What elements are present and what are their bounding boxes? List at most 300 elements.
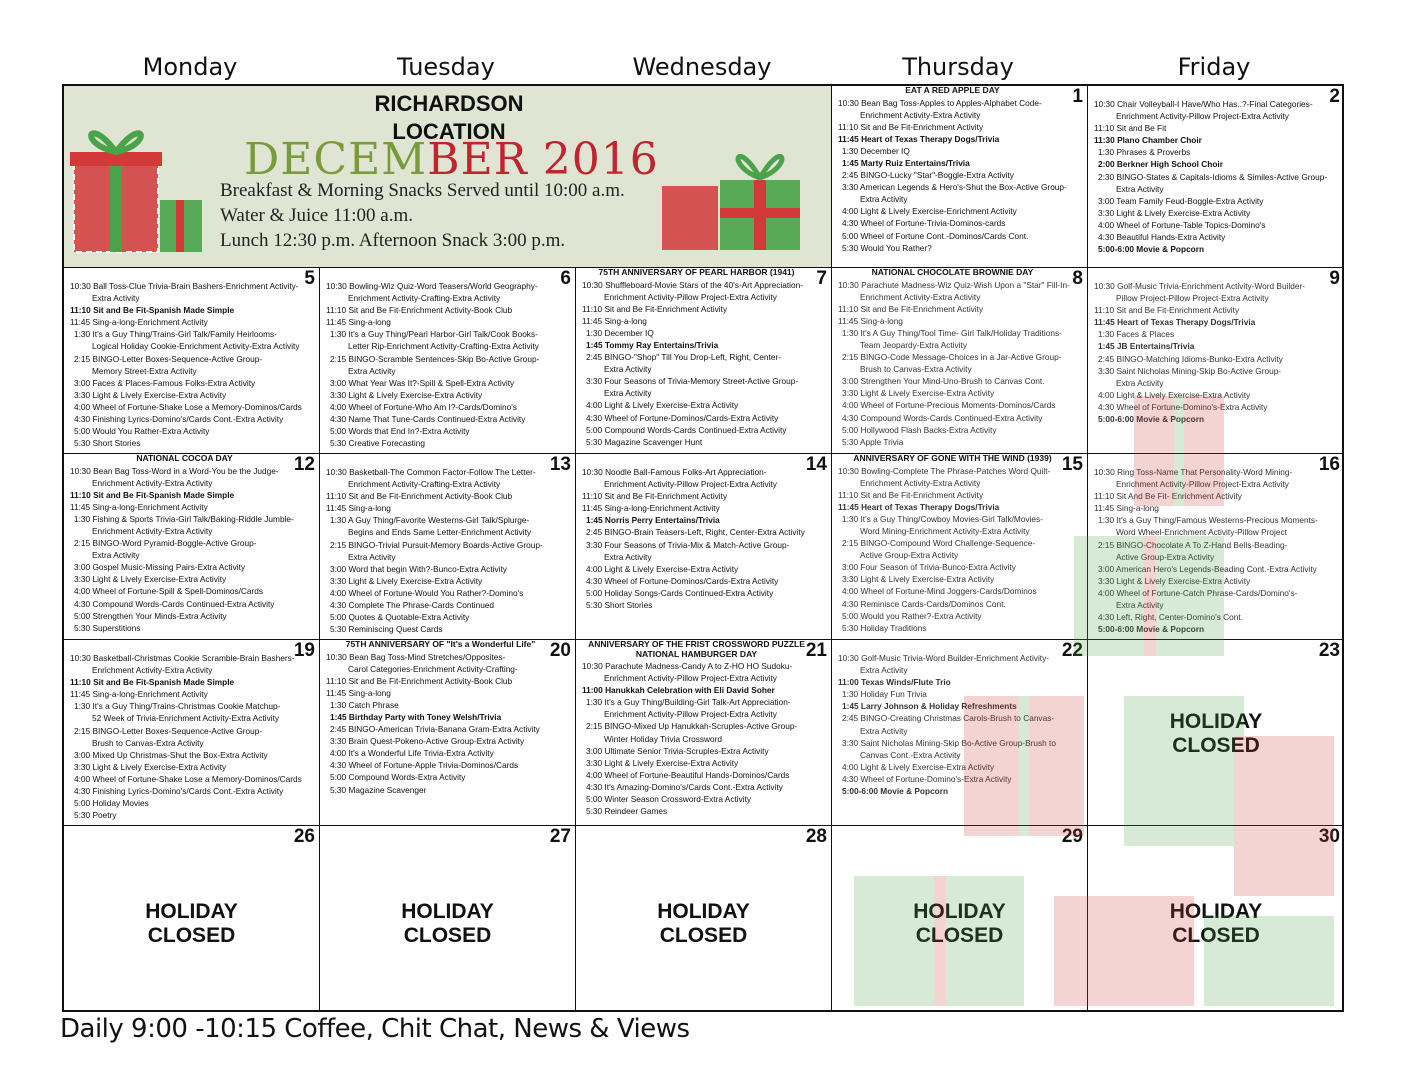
- activity-item: 1:45 Tommy Ray Entertains/Trivia: [586, 339, 719, 350]
- meal-schedule-lunch: Lunch 12:30 p.m. Afternoon Snack 3:00 p.m.: [220, 230, 566, 251]
- day-cell-22: [832, 640, 1088, 826]
- activity-item: 4:00 Light & Lively Exercise-Extra Activity: [586, 563, 739, 574]
- day-cell-21: [576, 640, 832, 826]
- day-title: 75TH ANNIVERSARY OF PEARL HARBOR (1941): [598, 268, 795, 277]
- activity-item: Carol Categories-Enrichment Activity-Crafting-: [348, 663, 518, 674]
- activity-item: 5:00 Would you Rather?-Extra Activity: [842, 610, 982, 621]
- gift-box-right-icon: [656, 116, 828, 266]
- activity-item: 11:10 Sit and Be Fit-Spanish Made Simple: [70, 677, 235, 688]
- activity-item: 10:30 Parachute Madness-Candy A to Z-HO HO Sudoku-: [582, 661, 793, 671]
- activity-item: Enrichment Activity-Pillow Project-Extra Activity: [604, 709, 777, 720]
- activity-item: 10:30 Noodle Ball-Famous Folks-Art Appreciation-: [582, 467, 767, 477]
- day-cell-9: [1088, 268, 1344, 454]
- activity-item: 3:30 Light & Lively Exercise-Extra Activity: [586, 757, 739, 768]
- day-cell-8: [832, 268, 1088, 454]
- activity-item: 3:00 Four Season of Trivia-Bunco-Extra Activity: [842, 562, 1016, 573]
- activity-item: 5:00-6:00 Movie & Popcorn: [1098, 244, 1205, 255]
- day-cell-28: [576, 826, 832, 1012]
- activity-item: 2:15 BINGO-Mixed Up Hanukkah-Scruples-Active Group-: [586, 721, 798, 732]
- activity-item: 1:30 Catch Phrase: [330, 699, 399, 710]
- activity-item: Begins and Ends Same Letter-Enrichment Activity: [348, 527, 532, 538]
- activity-item: Enrichment Activity-Pillow Project-Extra Activity: [604, 479, 777, 490]
- holiday-closed-label: HOLIDAY CLOSED: [1169, 710, 1263, 757]
- activity-item: 11:30 Plano Chamber Choir: [1094, 135, 1202, 146]
- activity-item: 4:30 Left, Right, Center-Domino's Cont.: [1098, 612, 1244, 623]
- activity-list: [576, 454, 831, 611]
- day-title: ANNIVERSARY OF THE FRIST CROSSWORD PUZZLE: [588, 640, 805, 649]
- activity-list: [832, 640, 1087, 797]
- activity-item: 1:45 Birthday Party with Toney Welsh/Trivia: [330, 711, 502, 722]
- date-number: 30: [1318, 826, 1340, 847]
- activity-item: 4:00 Wheel of Fortune-Shake Lose a Memory-Dominos/Cards: [74, 401, 302, 412]
- activity-item: 11:45 Heart of Texas Therapy Dogs/Trivia: [838, 133, 1000, 144]
- date-number: 9: [1329, 268, 1340, 289]
- activity-item: 10:30 Bowling-Complete The Phrase-Patches Word Quilt-: [838, 465, 1051, 476]
- activity-item: Active Group-Extra Activity: [1116, 551, 1215, 562]
- activity-item: 4:00 Wheel of Fortune-Who Am I?-Cards/Domino's: [330, 401, 517, 412]
- day-cell-15: [832, 454, 1088, 640]
- date-number: 27: [549, 826, 571, 847]
- activity-item: 1:45 Larry Johnson & Holiday Refreshments: [842, 701, 1017, 712]
- activity-item: 11:45 Sing-a-long: [326, 317, 391, 328]
- day-header-thursday: Thursday: [902, 53, 1014, 81]
- activity-item: 10:30 Parachute Madness-Wiz Quiz-Wish Upon a "Star" Fill-In-: [838, 279, 1070, 290]
- date-number: 29: [1061, 826, 1083, 847]
- date-number: 6: [560, 268, 571, 289]
- activity-item: 2:30 BINGO-States & Capitals-Idioms & Similes-Active Group-: [1098, 171, 1328, 182]
- activity-item: Extra Activity: [92, 293, 140, 304]
- activity-list: [1088, 86, 1344, 255]
- activity-item: 3:30 Four Seasons of Trivia-Memory Street-Active Group-: [586, 376, 799, 387]
- date-number: 5: [304, 268, 315, 289]
- day-subtitle: NATIONAL HAMBURGER DAY: [635, 648, 758, 659]
- activity-list: [64, 268, 319, 449]
- day-header-monday: Monday: [142, 53, 238, 81]
- activity-item: Letter Rip-Enrichment Activity-Crafting-Extra Activity: [348, 341, 539, 352]
- day-cell-26: [64, 826, 320, 1012]
- activity-item: 11:45 Heart of Texas Therapy Dogs/Trivia: [838, 501, 1000, 512]
- month-title: DECEMBER 2016: [244, 134, 659, 185]
- day-cell-1: [832, 86, 1088, 268]
- activity-item: 1:30 December IQ: [842, 145, 910, 156]
- activity-item: 5:00 Holiday Movies: [74, 798, 149, 809]
- activity-item: 5:00 Quotes & Quotable-Extra Activity: [330, 612, 470, 623]
- activity-item: Enrichment Activity-Pillow Project-Extra Activity: [1116, 479, 1289, 490]
- activity-list: [576, 659, 831, 817]
- day-cell-5: [64, 268, 320, 454]
- day-cell-6: [320, 268, 576, 454]
- activity-item: 10:30 Bean Bag Toss-Apples to Apples-Alphabet Code-: [838, 97, 1042, 108]
- activity-item: Extra Activity: [860, 665, 908, 676]
- activity-item: Extra Activity: [348, 365, 396, 376]
- activity-item: 5:30 Reindeer Games: [586, 806, 668, 817]
- calendar-grid: [62, 84, 1344, 1012]
- activity-item: 5:00 Would You Rather-Extra Activity: [74, 426, 210, 437]
- activity-item: 11:10 Sit and Be Fit-Enrichment Activity: [838, 303, 984, 314]
- activity-item: 3:30 Light & Lively Exercise-Extra Activity: [1098, 575, 1251, 586]
- activity-item: Extra Activity: [604, 364, 652, 375]
- activity-item: 5:30 Holiday Traditions: [842, 622, 927, 633]
- date-number: 22: [1061, 640, 1083, 661]
- activity-item: Extra Activity: [1116, 377, 1164, 388]
- activity-item: Enrichment Activity-Pillow Project-Extra Activity: [604, 291, 777, 302]
- activity-item: 4:00 Wheel of Fortune-Catch Phrase-Cards/Domino's-: [1098, 587, 1298, 598]
- activity-item: 1:30 Phrases & Proverbs: [1098, 147, 1191, 158]
- activity-item: Enrichment Activity-Extra Activity: [92, 525, 213, 536]
- activity-item: 4:30 Finishing Lyrics-Domino's/Cards Cont.-Extra Activity: [74, 786, 284, 797]
- activity-item: 3:30 Light & Lively Exercise-Extra Activity: [330, 389, 483, 400]
- activity-item: 11:10 Sit and Be Fit-Enrichment Activity: [582, 303, 728, 314]
- activity-item: 3:30 Four Seasons of Trivia-Mix & Match-Active Group-: [586, 539, 790, 550]
- activity-item: 4:00 It's a Wonderful Life Trivia-Extra Activity: [330, 748, 494, 759]
- activity-item: 3:00 American Hero's Legends-Beading Cont.-Extra Activity: [1098, 563, 1317, 574]
- activity-item: 5:00 Words that End In?-Extra Activity: [330, 426, 470, 437]
- activity-item: 1:30 A Guy Thing/Favorite Westerns-Girl Talk/Splurge-: [330, 515, 530, 526]
- activity-list: [320, 454, 575, 635]
- day-cell-20: [320, 640, 576, 826]
- activity-item: Active Group-Extra Activity: [860, 550, 959, 561]
- activity-item: 4:30 Wheel of Fortune-Domino's-Extra Activity: [1098, 401, 1268, 412]
- activity-item: Brush to Canvas-Extra Activity: [92, 737, 204, 748]
- holiday-closed-label: HOLIDAY CLOSED: [145, 900, 238, 947]
- activity-item: 3:00 Ultimate Senior Trivia-Scruples-Extra Activity: [586, 745, 769, 756]
- activity-item: 5:30 Short Stories: [74, 438, 141, 449]
- activity-item: 4:00 Light & Lively Exercise-Extra Activity: [586, 400, 739, 411]
- day-cell-13: [320, 454, 576, 640]
- activity-item: 2:45 BINGO-"Shop" Till You Drop-Left, Right, Center-: [586, 352, 781, 363]
- day-cell-27: [320, 826, 576, 1012]
- activity-item: 11:10 Sit and Be Fit-Enrichment Activity-Book Club: [326, 491, 513, 502]
- holiday-closed-label: HOLIDAY CLOSED: [913, 900, 1006, 947]
- activity-item: Word Mining-Enrichment Activity-Extra Activity: [860, 525, 1030, 536]
- activity-item: 4:30 Beautiful Hands-Extra Activity: [1098, 232, 1226, 243]
- activity-item: Memory Street-Extra Activity: [92, 365, 197, 376]
- activity-item: 11:10 Sit and Be Fit-Enrichment Activity: [1094, 305, 1240, 316]
- activity-item: 5:00 Hollywood Flash Backs-Extra Activity: [842, 424, 997, 435]
- activity-item: 1:30 It's a Guy Thing/Building-Girl Talk-Art Appreciation-: [586, 697, 791, 708]
- day-cell-30: [1088, 826, 1344, 1012]
- activity-item: 4:30 Complete The Phrase-Cards Continued: [330, 600, 495, 611]
- day-header-wednesday: Wednesday: [632, 53, 772, 81]
- date-number: 21: [805, 640, 827, 661]
- activity-item: 3:00 Word that begin With?-Bunco-Extra Activity: [330, 563, 507, 574]
- activity-item: Extra Activity: [604, 551, 652, 562]
- activity-item: Logical Holiday Cookie-Enrichment Activity-Extra Activity: [92, 341, 300, 352]
- date-number: 23: [1318, 640, 1340, 661]
- activity-item: 10:30 Shuffleboard-Movie Stars of the 40's-Art Appreciation-: [582, 279, 803, 290]
- activity-item: Enrichment Activity-Pillow Project-Extra Activity: [1116, 111, 1289, 122]
- daily-coffee-note: Daily 9:00 -10:15 Coffee, Chit Chat, News & Views: [60, 1014, 690, 1044]
- activity-item: 5:00 Compound Words-Extra Activity: [330, 772, 466, 783]
- activity-list: [832, 278, 1087, 448]
- activity-item: 4:30 Finishing Lyrics-Domino's/Cards Cont.-Extra Activity: [74, 414, 284, 425]
- activity-item: 5:30 Superstitions: [74, 622, 141, 633]
- date-number: 7: [816, 268, 827, 289]
- activity-item: 2:15 BINGO-Word Pyramid-Boggle-Active Group-: [74, 538, 257, 549]
- activity-item: 3:30 Light & Lively Exercise-Extra Activity: [1098, 207, 1251, 218]
- day-title: EAT A RED APPLE DAY: [905, 86, 1000, 95]
- activity-item: 4:30 Name That Tune-Cards Continued-Extra Activity: [330, 414, 526, 425]
- day-title: ANNIVERSARY OF GONE WITH THE WIND (1939): [853, 454, 1052, 463]
- activity-item: 3:30 Light & Lively Exercise-Extra Activity: [842, 388, 995, 399]
- date-number: 1: [1072, 86, 1083, 107]
- activity-item: 4:30 Wheel of Fortune-Domino's-Extra Activity: [842, 773, 1012, 784]
- activity-item: 10:30 Bean Bag Toss-Word in a Word-You be the Judge-: [70, 465, 279, 476]
- activity-item: 4:30 Wheel of Fortune-Trivia-Dominos-cards: [842, 218, 1006, 229]
- activity-item: 11:10 Sit and Be Fit-Enrichment Activity: [838, 121, 984, 132]
- activity-item: 4:30 Compound Words-Cards Continued-Extra Activity: [842, 412, 1043, 423]
- activity-item: Extra Activity: [1116, 183, 1164, 194]
- activity-item: 2:15 BINGO-Code Message-Choices in a Jar-Active Group-: [842, 352, 1062, 363]
- gift-box-left-icon: [68, 104, 208, 254]
- date-number: 14: [805, 454, 827, 475]
- day-cell-19: [64, 640, 320, 826]
- activity-item: 3:30 Light & Lively Exercise-Extra Activity: [330, 575, 483, 586]
- date-number: 16: [1318, 454, 1340, 475]
- activity-item: 1:45 JB Entertains/Trivia: [1098, 341, 1195, 352]
- activity-item: 5:30 Poetry: [74, 810, 117, 821]
- date-number: 15: [1061, 454, 1083, 475]
- activity-list: [832, 464, 1087, 634]
- activity-item: 5:00 Winter Season Crossword-Extra Activity: [586, 794, 752, 805]
- activity-item: 4:30 Reminisce Cards-Cards/Dominos Cont.: [842, 598, 1006, 609]
- date-number: 28: [805, 826, 827, 847]
- activity-item: 11:10 Sit and Be Fit-Enrichment Activity-Book Club: [326, 675, 513, 686]
- activity-item: 3:30 Brain Quest-Pokeno-Active Group-Extra Activity: [330, 736, 525, 747]
- date-number: 2: [1329, 86, 1340, 107]
- activity-item: 11:45 Sing-a-long: [582, 315, 647, 326]
- date-number: 12: [293, 454, 315, 475]
- activity-item: Extra Activity: [92, 550, 140, 561]
- activity-item: 3:00 Faces & Places-Famous Folks-Extra Activity: [74, 377, 256, 388]
- activity-item: 3:00 Strengthen Your Mind-Uno-Brush to Canvas Cont.: [842, 376, 1045, 387]
- activity-item: 2:45 BINGO-Matching Idioms-Bunko-Extra Activity: [1098, 353, 1283, 364]
- activity-item: 5:00-6:00 Movie & Popcorn: [1098, 624, 1205, 635]
- activity-item: 4:00 Wheel of Fortune-Beautiful Hands-Dominos/Cards: [586, 769, 790, 780]
- activity-item: 4:30 Wheel of Fortune-Dominos/Cards-Extra Activity: [586, 412, 779, 423]
- activity-item: 10:30 Basketball-The Common Factor-Follow The Letter-: [326, 467, 536, 477]
- activity-item: 2:15 BINGO-Letter Boxes-Sequence-Active Group-: [74, 725, 263, 736]
- activity-item: Enrichment Activity-Crafting-Extra Activity: [348, 479, 501, 490]
- activity-item: Enrichment Activity-Extra Activity: [860, 109, 981, 120]
- activity-item: 2:45 BINGO-Brain Teasers-Left, Right, Center-Extra Activity: [586, 527, 805, 538]
- activity-item: Enrichment Activity-Pillow Project-Extra Activity: [604, 673, 777, 684]
- activity-item: Winter Holiday Trivia Crossword: [604, 733, 723, 744]
- day-title: NATIONAL COCOA DAY: [136, 454, 233, 463]
- activity-item: Extra Activity: [1116, 600, 1164, 611]
- activity-item: Team Jeopardy-Extra Activity: [860, 339, 967, 350]
- activity-item: 10:30 Ring Toss-Name That Personality-Word Mining-: [1094, 467, 1293, 477]
- activity-item: 4:00 Light & Lively Exercise-Extra Activity: [1098, 389, 1251, 400]
- date-number: 20: [549, 640, 571, 661]
- activity-item: 4:00 Light & Lively Exercise-Extra Activity: [842, 761, 995, 772]
- activity-item: Word Wheel-Enrichment Activity-Pillow Project: [1116, 527, 1287, 538]
- activity-item: 11:45 Heart of Texas Therapy Dogs/Trivia: [1094, 317, 1256, 328]
- activity-item: 2:15 BINGO-Scramble Sentences-Skip Bo-Active Group-: [330, 353, 540, 364]
- activity-item: 4:00 Wheel of Fortune-Would You Rather?-Domino's: [330, 587, 524, 598]
- activity-item: Extra Activity: [348, 551, 396, 562]
- activity-item: 5:00 Compound Words-Cards Continued-Extra Activity: [586, 424, 787, 435]
- day-header-friday: Friday: [1177, 53, 1251, 81]
- meal-schedule-water: Water & Juice 11:00 a.m.: [220, 205, 413, 226]
- activity-item: 2:15 BINGO-Trivial Pursuit-Memory Boards-Active Group-: [330, 539, 543, 550]
- date-number: 26: [293, 826, 315, 847]
- activity-item: 2:15 BINGO-Chocolate A To Z-Hand Bells-Beading-: [1098, 539, 1288, 550]
- activity-item: 4:00 Wheel of Fortune-Spill & Spell-Dominos/Cards: [74, 586, 264, 597]
- activity-item: 3:00 Mixed Up Christmas-Shut the Box-Extra Activity: [74, 749, 268, 760]
- activity-item: 11:10 Sit and Be Fit-Spanish Made Simple: [70, 305, 235, 316]
- day-cell-23: [1088, 640, 1344, 826]
- activity-item: 2:15 BINGO-Compound Word Challenge-Sequence-: [842, 538, 1036, 549]
- activity-item: Pillow Project-Pillow Project-Extra Activity: [1116, 293, 1269, 304]
- activity-item: 1:30 It's a Guy Thing/Trains-Christmas Cookie Matchup-: [74, 701, 281, 712]
- activity-item: 11:10 Sit and Be Fit: [1094, 123, 1167, 134]
- activity-item: 10:30 Basketball-Christmas Cookie Scramble-Brain Bashers-: [70, 653, 295, 663]
- activity-item: 1:30 Faces & Places: [1098, 329, 1175, 340]
- location-title: RICHARDSON LOCATION: [374, 91, 524, 144]
- activity-item: 3:00 Team Family Feud-Boggle-Extra Activity: [1098, 195, 1264, 206]
- activity-item: 2:45 BINGO-American Trivia-Banana Gram-Extra Activity: [330, 724, 540, 735]
- activity-item: 2:45 BINGO-Creating Christmas Carols-Brush to Canvas-: [842, 713, 1055, 724]
- activity-item: Extra Activity: [860, 194, 908, 205]
- activity-item: 11:45 Sing-a-long: [838, 315, 903, 326]
- activity-item: 3:30 American Legends & Hero's-Shut the Box-Active Group-: [842, 182, 1067, 193]
- activity-item: 4:30 Wheel of Fortune-Dominos/Cards-Extra Activity: [586, 575, 779, 586]
- activity-list: [320, 268, 575, 449]
- activity-item: 5:00 Strengthen Your Minds-Extra Activity: [74, 610, 227, 621]
- activity-item: 11:10 Sit and Be Fit-Enrichment Activity-Book Club: [326, 305, 513, 316]
- activity-item: 5:30 Reminiscing Quest Cards: [330, 624, 443, 635]
- activity-item: 11:10 Sit and Be Fit-Enrichment Activity: [582, 491, 728, 502]
- activity-list: [64, 464, 319, 634]
- activity-item: 3:30 Light & Lively Exercise-Extra Activity: [74, 761, 227, 772]
- activity-item: 2:45 BINGO-Lucky "Star"-Boggle-Extra Activity: [842, 170, 1014, 181]
- activity-item: 1:30 It's a Guy Thing/Trains-Girl Talk/Family Heirlooms-: [74, 329, 277, 340]
- activity-item: 3:00 What Year Was It?-Spill & Spell-Extra Activity: [330, 377, 515, 388]
- activity-item: Extra Activity: [860, 725, 908, 736]
- day-title: 75TH ANNIVERSARY OF "It's a Wonderful Life": [345, 640, 536, 649]
- activity-item: 4:00 Light & Lively Exercise-Enrichment Activity: [842, 206, 1017, 217]
- activity-item: 2:15 BINGO-Letter Boxes-Sequence-Active Group-: [74, 353, 263, 364]
- activity-item: 3:30 Saint Nicholas Mining-Skip Bo-Active Group-Brush to: [842, 737, 1056, 748]
- activity-item: 10:30 Bean Bag Toss-Mind Stretches/Opposites-: [326, 651, 506, 662]
- activity-list: [64, 640, 319, 821]
- activity-item: 1:30 It's a Guy Thing/Famous Westerns-Precious Moments-: [1098, 515, 1318, 526]
- activity-item: 11:45 Sing-a-long-Enrichment Activity: [70, 689, 208, 700]
- activity-item: 4:00 Wheel of Fortune-Shake Lose a Memory-Dominos/Cards: [74, 773, 302, 784]
- activity-item: 5:00-6:00 Movie & Popcorn: [842, 786, 949, 797]
- activity-list: [320, 650, 575, 796]
- activity-item: 3:30 Light & Lively Exercise-Extra Activity: [74, 574, 227, 585]
- activity-item: 11:45 Sing-a-long-Enrichment Activity: [70, 317, 208, 328]
- activity-item: 3:00 Gospel Music-Missing Pairs-Extra Activity: [74, 562, 246, 573]
- activity-item: 5:30 Magazine Scavenger: [330, 784, 427, 795]
- activity-item: 11:10 Sit And Be Fit- Enrichment Activity: [1094, 491, 1242, 502]
- meal-schedule-breakfast: Breakfast & Morning Snacks Served until 10:00 a.m.: [220, 180, 625, 201]
- activity-item: 1:45 Marty Ruiz Entertains/Trivia: [842, 157, 970, 168]
- holiday-closed-label: HOLIDAY CLOSED: [1169, 900, 1263, 947]
- activity-item: 3:30 Saint Nicholas Mining-Skip Bo-Active Group-: [1098, 365, 1282, 376]
- activity-item: 1:30 Fishing & Sports Trivia-Girl Talk/Baking-Riddle Jumble-: [74, 513, 294, 524]
- day-cell-12: [64, 454, 320, 640]
- activity-item: 5:00 Holiday Songs-Cards Continued-Extra Activity: [586, 587, 774, 598]
- activity-item: Enrichment Activity-Extra Activity: [860, 477, 981, 488]
- activity-item: 11:45 Sing-a-long-Enrichment Activity: [582, 503, 720, 514]
- activity-item: 10:30 Bowling-Wiz Quiz-Word Teasers/World Geography-: [326, 281, 538, 291]
- activity-item: 5:30 Short Stories: [586, 600, 653, 611]
- day-cell-7: [576, 268, 832, 454]
- activity-item: Enrichment Activity-Crafting-Extra Activity: [348, 293, 501, 304]
- day-cell-29: [832, 826, 1088, 1012]
- activity-item: 4:30 Compound Words-Cards Continued-Extra Activity: [74, 598, 275, 609]
- activity-item: 11:00 Hanukkah Celebration with Eli David Soher: [582, 685, 775, 696]
- activity-item: 5:00 Wheel of Fortune Cont.-Dominos/Cards Cont.: [842, 230, 1029, 241]
- day-cell-16: [1088, 454, 1344, 640]
- activity-item: 52 Week of Trivia-Enrichment Activity-Extra Activity: [92, 713, 280, 724]
- activity-item: 11:45 Sing-a-long: [326, 503, 391, 514]
- month-banner: [64, 86, 832, 268]
- activity-list: [832, 96, 1087, 254]
- activity-item: 4:00 Wheel of Fortune-Precious Moments-Dominos/Cards: [842, 400, 1056, 411]
- activity-item: 11:10 Sit and Be Fit-Spanish Made Simple: [70, 489, 235, 500]
- activity-item: Brush to Canvas-Extra Activity: [860, 364, 972, 375]
- activity-list: [1088, 268, 1344, 425]
- activity-item: 5:30 Magazine Scavenger Hunt: [586, 436, 703, 447]
- holiday-closed-label: HOLIDAY CLOSED: [401, 900, 494, 947]
- activity-item: 5:00-6:00 Movie & Popcorn: [1098, 414, 1205, 425]
- activity-item: 4:00 Wheel of Fortune-Table Topics-Domino's: [1098, 219, 1266, 230]
- activity-item: 10:30 Chair Volleyball-I Have/Who Has..?-Final Categories-: [1094, 99, 1313, 109]
- activity-item: Enrichment Activity-Extra Activity: [92, 477, 213, 488]
- day-title: NATIONAL CHOCOLATE BROWNIE DAY: [871, 268, 1034, 277]
- activity-list: [576, 278, 831, 448]
- date-number: 8: [1072, 268, 1083, 289]
- activity-item: 1:30 It's a Guy Thing/Pearl Harbor-Girl Talk/Cook Books-: [330, 329, 538, 340]
- day-cell-14: [576, 454, 832, 640]
- activity-item: 5:30 Apple Trivia: [842, 436, 904, 447]
- day-cell-2: [1088, 86, 1344, 268]
- activity-item: 11:45 Sing-a-long: [326, 687, 391, 698]
- activity-item: 3:30 Light & Lively Exercise-Extra Activity: [842, 574, 995, 585]
- activity-item: 1:30 It's A Guy Thing/Tool Time- Girl Talk/Holiday Traditions-: [842, 327, 1062, 338]
- activity-item: 10:30 Ball Toss-Clue Trivia-Brain Bashers-Enrichment Activity-: [70, 281, 299, 291]
- activity-item: 4:00 Wheel of Fortune-Mind Joggers-Cards/Dominos: [842, 586, 1037, 597]
- activity-item: 11:10 Sit and Be Fit-Enrichment Activity: [838, 489, 984, 500]
- activity-item: 4:30 Wheel of Fortune-Apple Trivia-Dominos/Cards: [330, 760, 519, 771]
- activity-item: 5:30 Creative Forecasting: [330, 438, 426, 449]
- activity-item: 1:45 Norris Perry Entertains/Trivia: [586, 515, 720, 526]
- activity-list: [1088, 454, 1344, 635]
- day-header-tuesday: Tuesday: [397, 53, 495, 81]
- activity-item: 3:30 Light & Lively Exercise-Extra Activity: [74, 389, 227, 400]
- activity-item: Enrichment Activity-Extra Activity: [860, 291, 981, 302]
- activity-item: 2:00 Berkner High School Choir: [1098, 159, 1223, 170]
- activity-item: 1:30 Holiday Fun Trivia: [842, 689, 927, 700]
- activity-item: Enrichment Activity-Extra Activity: [92, 665, 213, 676]
- activity-item: 11:45 Sing-a-long: [1094, 503, 1159, 514]
- activity-item: 10:30 Golf-Music Trivia-Enrichment Activity-Word Builder-: [1094, 281, 1306, 291]
- activity-item: 10:30 Golf-Music Trivia-Word Builder-Enrichment Activity-: [838, 653, 1050, 663]
- activity-item: Extra Activity: [604, 388, 652, 399]
- date-number: 19: [293, 640, 315, 661]
- date-number: 13: [549, 454, 571, 475]
- activity-item: 11:45 Sing-a-long-Enrichment Activity: [70, 501, 208, 512]
- activity-item: Canvas Cont.-Extra Activity: [860, 749, 961, 760]
- activity-item: 1:30 It's a Guy Thing/Cowboy Movies-Girl Talk/Movies-: [842, 513, 1043, 524]
- activity-item: 4:30 It's Amazing-Domino's/Cards Cont.-Extra Activity: [586, 781, 783, 792]
- activity-item: 1:30 December IQ: [586, 327, 654, 338]
- holiday-closed-label: HOLIDAY CLOSED: [657, 900, 750, 947]
